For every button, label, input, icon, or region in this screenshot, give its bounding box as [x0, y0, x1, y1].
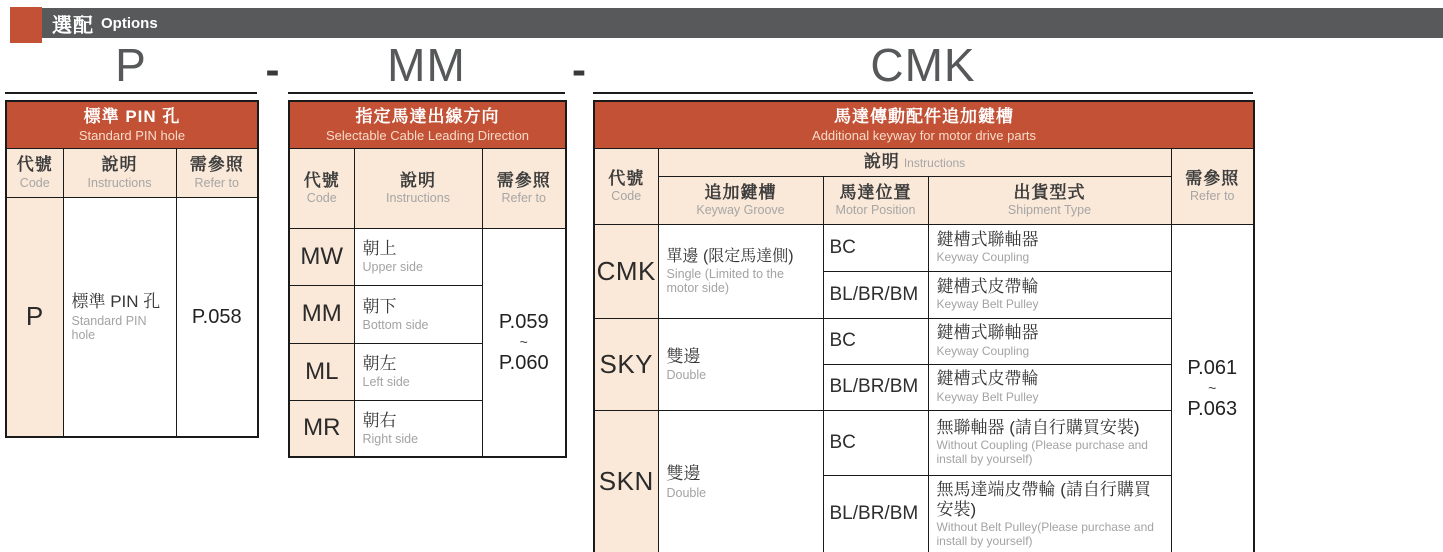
refer-cell: P.061 ~ P.063: [1171, 224, 1254, 552]
table-row: [289, 228, 566, 285]
section-title-zh: 選配: [52, 14, 94, 37]
table-standard-pin-hole: [5, 100, 259, 438]
table-row: [6, 197, 258, 437]
table-row: [594, 224, 1254, 271]
shipment-cell: 鍵槽式聯軸器 Keyway Coupling: [928, 224, 1171, 271]
code-letter-mm: MM: [387, 39, 466, 91]
col-header-keyway-groove: 追加鍵槽 Keyway Groove: [658, 176, 823, 224]
shipment-cell: 鍵槽式皮帶輪 Keyway Belt Pulley: [928, 364, 1171, 410]
instruction-cell: 朝上 Upper side: [354, 228, 482, 285]
col-header-shipment-type: 出貨型式 Shipment Type: [928, 176, 1171, 224]
col-header-refer: 需參照 Refer to: [482, 148, 566, 228]
col-header-code: 代號 Code: [594, 148, 658, 224]
section-header-bar: [10, 8, 1443, 38]
motor-position-cell: BL/BR/BM: [823, 364, 928, 410]
motor-position-cell: BL/BR/BM: [823, 271, 928, 318]
code-cell-cmk: CMK: [594, 224, 658, 318]
col-header-refer: 需參照 Refer to: [1171, 148, 1254, 224]
code-cell: MM: [289, 285, 354, 343]
shipment-cell: 無馬達端皮帶輪 (請自行購買安裝) Without Belt Pulley(Please purchase and install by yourself): [928, 475, 1171, 552]
col-header-instructions: 說明 Instructions: [63, 148, 176, 197]
table-title-en: Standard PIN hole: [78, 128, 186, 143]
table-additional-keyway: [593, 100, 1255, 552]
motor-position-cell: BC: [823, 410, 928, 475]
table-title: [594, 101, 1254, 148]
shipment-cell: 鍵槽式聯軸器 Keyway Coupling: [928, 318, 1171, 364]
motor-position-cell: BL/BR/BM: [823, 475, 928, 552]
table-row: [594, 318, 1254, 364]
rule-left: [5, 92, 257, 94]
code-cell: P: [6, 197, 63, 437]
rule-right: [593, 92, 1253, 94]
code-cell: ML: [289, 343, 354, 400]
table-title-zh: 指定馬達出線方向: [355, 106, 500, 126]
shipment-cell: 鍵槽式皮帶輪 Keyway Belt Pulley: [928, 271, 1171, 318]
col-header-motor-position: 馬達位置 Motor Position: [823, 176, 928, 224]
section-title-en: Options: [101, 14, 158, 32]
instruction-cell: 朝左 Left side: [354, 343, 482, 400]
col-header-code: 代號 Code: [289, 148, 354, 228]
col-header-instructions: 說明 Instructions: [354, 148, 482, 228]
col-header-refer: 需參照 Refer to: [176, 148, 258, 197]
rule-middle: [288, 92, 565, 94]
table-cable-leading-direction: [288, 100, 567, 458]
instruction-cell: 標準 PIN 孔 Standard PIN hole: [63, 197, 176, 437]
table-title: [289, 101, 566, 148]
table-title-en: Additional keyway for motor drive parts: [812, 128, 1037, 143]
code-cell-sky: SKY: [594, 318, 658, 410]
section-title: [52, 8, 158, 38]
keyway-cell: 雙邊 Double: [658, 318, 823, 410]
table-title-en: Selectable Cable Leading Direction: [325, 128, 530, 143]
code-cell-skn: SKN: [594, 410, 658, 552]
motor-position-cell: BC: [823, 318, 928, 364]
code-cell: MW: [289, 228, 354, 285]
formula-dash-1: -: [265, 46, 280, 93]
instruction-cell: 朝下 Bottom side: [354, 285, 482, 343]
keyway-cell: 單邊 (限定馬達側) Single (Limited to the motor side): [658, 224, 823, 318]
table-title-zh: 標準 PIN 孔: [83, 106, 181, 126]
code-cell: MR: [289, 400, 354, 457]
shipment-cell: 無聯軸器 (請自行購買安裝) Without Coupling (Please purchase and install by yourself): [928, 410, 1171, 475]
refer-cell: P.059 ~ P.060: [482, 228, 566, 457]
col-header-code: 代號 Code: [6, 148, 63, 197]
table-title-zh: 馬達傳動配件追加鍵槽: [834, 106, 1015, 126]
instruction-cell: 朝右 Right side: [354, 400, 482, 457]
motor-position-cell: BC: [823, 224, 928, 271]
table-row: [594, 410, 1254, 475]
keyway-cell: 雙邊 Double: [658, 410, 823, 552]
col-header-instructions: 說明 Instructions: [658, 148, 1171, 176]
code-letter-p: P: [115, 39, 147, 91]
refer-cell: P.058: [176, 197, 258, 437]
table-title: [6, 101, 258, 148]
section-accent-square: [10, 7, 42, 43]
code-letter-cmk: CMK: [870, 39, 976, 91]
formula-dash-2: -: [572, 46, 586, 93]
